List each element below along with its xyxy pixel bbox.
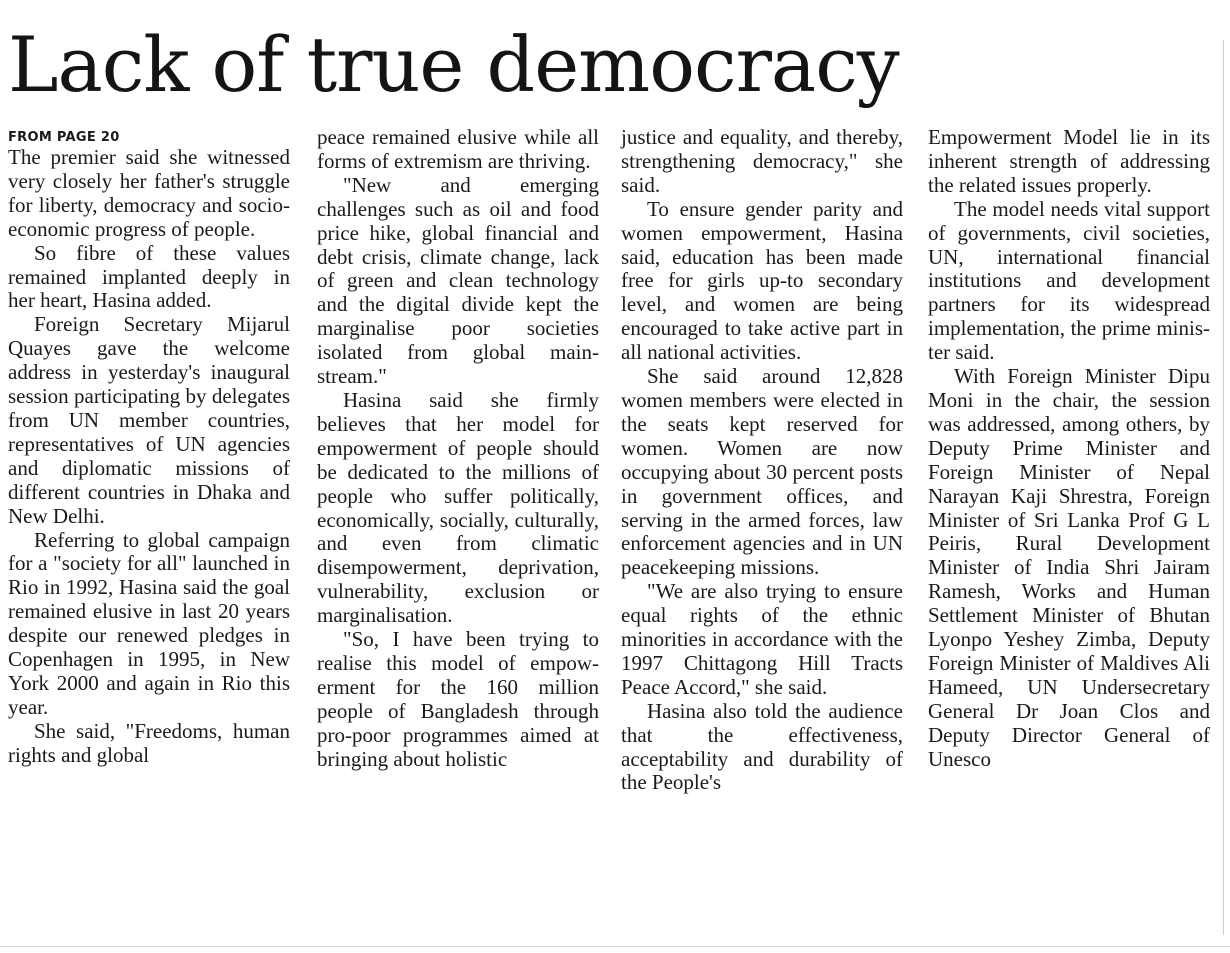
paragraph: The premier said she witnessed very closely her father's struggle for liberty, democracy and socio-economic progress of people. <box>8 145 290 241</box>
paragraph: "New and emerging challenges such as oil and food price hike, global financial and debt crisis, climate change, lack of green and clean technology and the digital divide kept the marginalise poor societies isolated from global mainstream." <box>317 172 599 389</box>
paragraph: With Foreign Minister Dipu Moni in the chair, the session was addressed, among others, by Deputy Prime Minister and Foreign Minister of Nepal Narayan Kaji Shrestra, Foreign Minister of Sri Lanka Prof G L Peiris, Rural Development Minister of India Shri Jairam Ramesh, Works and Human Settlement Minister of Bhutan Lyonpo Yeshey Zimba, Deputy Foreign Minister of Maldives Ali Hameed, UN Undersecretary General Dr Joan Clos and Deputy Director General of Unesco <box>928 364 1210 771</box>
headline: Lack of true democracy <box>8 20 899 109</box>
article-body <box>8 126 1218 941</box>
paragraph: justice and equality, and thereby, strengthening democracy," she said. <box>621 125 903 197</box>
paragraph: Empowerment Model lie in its inherent strength of addressing the related issues properly. <box>928 125 1210 197</box>
paragraph: "We are also trying to ensure equal rights of the ethnic minorities in accordance with the 1997 Chittagong Hill Tracts Peace Accord," she said. <box>621 579 903 699</box>
page-bottom-rule <box>0 946 1230 947</box>
column-2 <box>317 126 599 771</box>
paragraph: So fibre of these values remained implanted deeply in her heart, Hasina added. <box>8 240 290 313</box>
paragraph: She said around 12,828 women members were elected in the seats kept reserved for women. Women are now occupying about 30 percent posts in government offices, and serving in the armed forces, law enforcement agencies and in UN peacekeeping missions. <box>621 364 903 580</box>
paragraph: To ensure gender parity and women empowerment, Hasina said, education has been made free for girls up-to secondary level, and women are being encouraged to take active part in all national activities. <box>621 196 903 365</box>
paragraph: peace remained elusive while all forms of extremism are thriving. <box>317 125 599 173</box>
column-4 <box>928 126 1210 771</box>
paragraph: She said, "Freedoms, human rights and global <box>8 718 290 767</box>
column-3 <box>621 126 903 795</box>
paragraph: Referring to global campaign for a "society for all" launched in Rio in 1992, Hasina said the goal remained elusive in last 20 years despite our renewed pledges in Copenhagen in 1995, in New York 2000 and again in Rio this year. <box>8 527 290 719</box>
continuation-kicker: FROM PAGE 20 <box>8 130 120 145</box>
paragraph: Hasina said she firmly believes that her model for empowerment of people should be dedicated to the millions of people who suffer politically, economically, socially, culturally, and even from climatic disempowerment, deprivation, vulnerability, exclusion or marginalisation. <box>317 387 599 628</box>
paragraph: Hasina also told the audience that the effectiveness, acceptability and durability of the People's <box>621 698 903 795</box>
paragraph: Foreign Secretary Mijarul Quayes gave the welcome address in yesterday's inaugural session participating by delegates from UN member countries, representatives of UN agencies and diplomatic missions of different countries in Dhaka and New Delhi. <box>8 312 290 528</box>
paragraph: "So, I have been trying to realise this model of empowerment for the 160 million people of Bangladesh through pro-poor programmes aimed at bringing about holistic <box>317 627 599 771</box>
column-rule <box>1223 40 1224 935</box>
column-1 <box>8 130 290 768</box>
paragraph: The model needs vital support of governments, civil societies, UN, international financial institutions and development partners for its widespread implementation, the prime minister said. <box>928 196 1210 365</box>
